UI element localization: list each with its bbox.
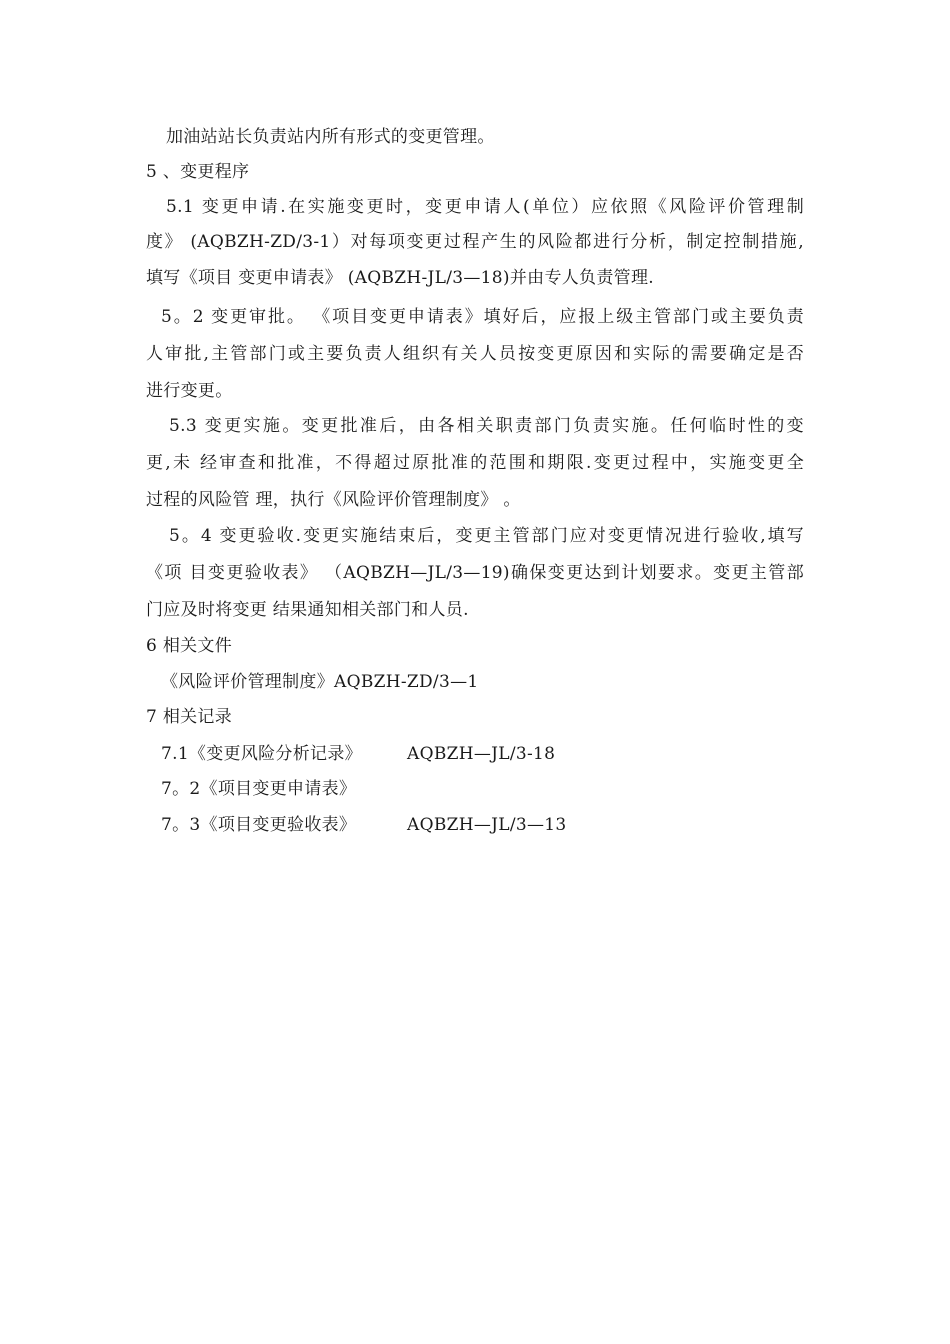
section-5-heading: 5 、变更程序 (146, 162, 250, 182)
related-document-item: 《风险评价管理制度》AQBZH-ZD/3—1 (161, 672, 479, 692)
paragraph-5-4-line-2: 《项 目变更验收表》 （AQBZH—JL/3—19)确保变更达到计划要求。变更主管部 (146, 563, 804, 583)
paragraph-5-3-line-3: 过程的风险管 理，执行《风险评价管理制度》 。 (146, 490, 521, 510)
paragraph-5-1-line-2: 度》 (AQBZH-ZD/3-1）对每项变更过程产生的风险都进行分析，制定控制措施, (146, 232, 804, 252)
paragraph-5-1-line-1: 5.1 变更申请.在实施变更时，变更申请人(单位）应依照《风险评价管理制 (166, 197, 804, 217)
paragraph-5-2-line-1: 5。2 变更审批。 《项目变更申请表》填好后，应报上级主管部门或主要负责 (161, 307, 804, 327)
paragraph-5-2-line-3: 进行变更。 (146, 381, 233, 401)
paragraph-5-3-line-1: 5.3 变更实施。变更批准后，由各相关职责部门负责实施。任何临时性的变 (169, 416, 804, 436)
record-item-label: 7。2《项目变更申请表》 (161, 779, 357, 799)
record-item-label: 7。3《项目变更验收表》 (161, 815, 357, 835)
record-item-code: AQBZH—JL/3—13 (407, 815, 567, 835)
section-6-heading: 6 相关文件 (146, 636, 233, 656)
paragraph-5-4-line-3: 门应及时将变更 结果通知相关部门和人员. (146, 600, 469, 620)
record-item-code: AQBZH—JL/3-18 (407, 744, 556, 764)
paragraph-5-1-line-3: 填写《项目 变更申请表》 (AQBZH-JL/3—18)并由专人负责管理. (146, 268, 654, 288)
paragraph-5-3-line-2: 更,未 经审查和批准，不得超过原批准的范围和期限.变更过程中，实施变更全 (146, 453, 804, 473)
paragraph-5-2-line-2: 人审批,主管部门或主要负责人组织有关人员按变更原因和实际的需要确定是否 (146, 344, 804, 364)
paragraph-5-4-line-1: 5。4 变更验收.变更实施结束后，变更主管部门应对变更情况进行验收,填写 (169, 526, 804, 546)
intro-paragraph: 加油站站长负责站内所有形式的变更管理。 (166, 127, 495, 147)
record-item-label: 7.1《变更风险分析记录》 (161, 744, 362, 764)
section-7-heading: 7 相关记录 (146, 707, 233, 727)
